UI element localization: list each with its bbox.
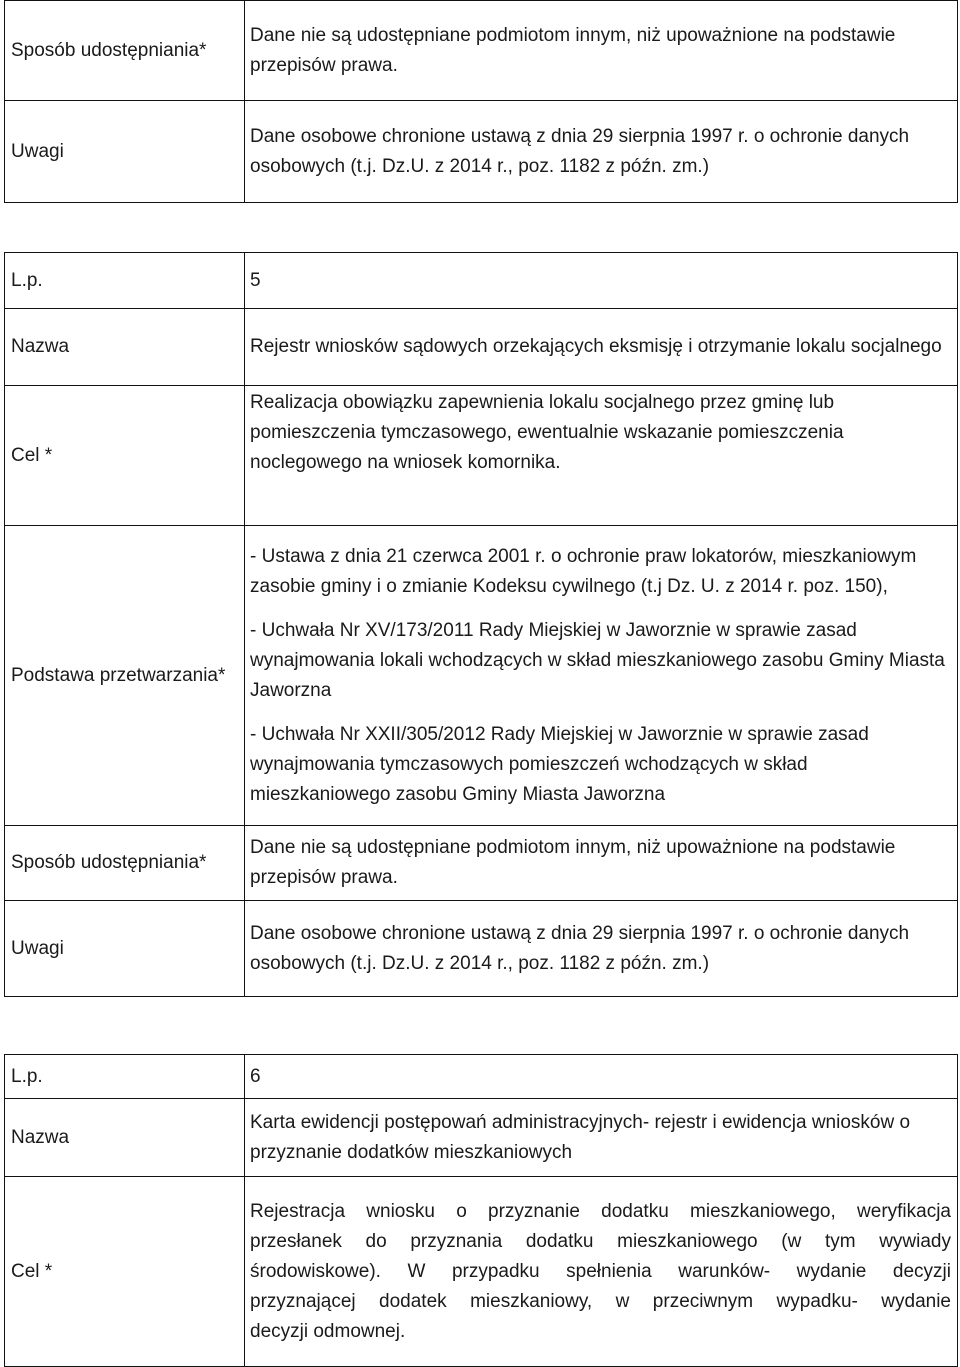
basis-label: Podstawa przetwarzania* bbox=[5, 526, 245, 826]
record-5-notes-row bbox=[5, 901, 958, 997]
record-4-notes-row bbox=[5, 101, 958, 203]
record-4-table bbox=[4, 0, 958, 203]
lp-value: 5 bbox=[245, 253, 958, 309]
record-6-purpose-row bbox=[5, 1177, 958, 1367]
name-label: Nazwa bbox=[5, 309, 245, 386]
record-5-name-row bbox=[5, 309, 958, 386]
sharing-label: Sposób udostępniania* bbox=[5, 826, 245, 901]
sharing-value: Dane nie są udostępniane podmiotom innym, niż upoważnione na podstawie przepisów prawa. bbox=[245, 1, 958, 101]
record-5-basis-row bbox=[5, 526, 958, 826]
notes-value: Dane osobowe chronione ustawą z dnia 29 sierpnia 1997 r. o ochronie danych osobowych (t.j. Dz.U. z 2014 r., poz. 1182 z późn. zm.) bbox=[245, 101, 958, 203]
notes-label: Uwagi bbox=[5, 901, 245, 997]
record-5-lp-row bbox=[5, 253, 958, 309]
record-6-name-row bbox=[5, 1099, 958, 1177]
lp-label: L.p. bbox=[5, 253, 245, 309]
basis-value bbox=[245, 526, 958, 826]
record-6-table bbox=[4, 1054, 958, 1367]
purpose-line: Rejestracja wniosku o przyznanie dodatku mieszkaniowego, weryfikacja bbox=[250, 1200, 951, 1222]
basis-item: - Uchwała Nr XXII/305/2012 Rady Miejskiej w Jaworznie w sprawie zasad wynajmowania tymczasowych pomieszczeń wchodzących w skład mieszkaniowego zasobu Gminy Miasta Jaworzna bbox=[250, 723, 869, 805]
notes-value: Dane osobowe chronione ustawą z dnia 29 sierpnia 1997 r. o ochronie danych osobowych (t.j. Dz.U. z 2014 r., poz. 1182 z późn. zm.) bbox=[245, 901, 958, 997]
record-5-purpose-row bbox=[5, 386, 958, 526]
basis-item: - Uchwała Nr XV/173/2011 Rady Miejskiej w Jaworznie w sprawie zasad wynajmowania lokali wchodzących w skład mieszkaniowego zasobu Gminy Miasta Jaworzna bbox=[250, 619, 945, 701]
purpose-label: Cel * bbox=[5, 1177, 245, 1367]
purpose-label: Cel * bbox=[5, 386, 245, 526]
name-value: Rejestr wniosków sądowych orzekających eksmisję i otrzymanie lokalu socjalnego bbox=[245, 309, 958, 386]
purpose-line: przyznającej dodatek mieszkaniowy, w przeciwnym wypadku- wydanie bbox=[250, 1290, 951, 1312]
basis-item: - Ustawa z dnia 21 czerwca 2001 r. o ochronie praw lokatorów, mieszkaniowym zasobie gminy i o zmianie Kodeksu cywilnego (t.j Dz. U. z 2014 r. poz. 150), bbox=[250, 545, 917, 597]
purpose-value bbox=[245, 1177, 958, 1367]
purpose-line: przesłanek do przyznania dodatku mieszkaniowego (w tym wywiady bbox=[250, 1230, 951, 1252]
lp-value: 6 bbox=[245, 1055, 958, 1099]
name-label: Nazwa bbox=[5, 1099, 245, 1177]
notes-label: Uwagi bbox=[5, 101, 245, 203]
record-6-lp-row bbox=[5, 1055, 958, 1099]
purpose-line: decyzji odmownej. bbox=[250, 1320, 406, 1342]
record-5-table bbox=[4, 252, 958, 997]
sharing-value: Dane nie są udostępniane podmiotom innym, niż upoważnione na podstawie przepisów prawa. bbox=[245, 826, 958, 901]
sharing-label: Sposób udostępniania* bbox=[5, 1, 245, 101]
lp-label: L.p. bbox=[5, 1055, 245, 1099]
record-5-sharing-row bbox=[5, 826, 958, 901]
purpose-line: środowiskowe). W przypadku spełnienia warunków- wydanie decyzji bbox=[250, 1260, 951, 1282]
purpose-value: Realizacja obowiązku zapewnienia lokalu socjalnego przez gminę lub pomieszczenia tymczasowego, ewentualnie wskazanie pomieszczenia noclegowego na wniosek komornika. bbox=[245, 386, 958, 526]
record-4-sharing-row bbox=[5, 1, 958, 101]
name-value: Karta ewidencji postępowań administracyjnych- rejestr i ewidencja wniosków o przyznanie dodatków mieszkaniowych bbox=[245, 1099, 958, 1177]
